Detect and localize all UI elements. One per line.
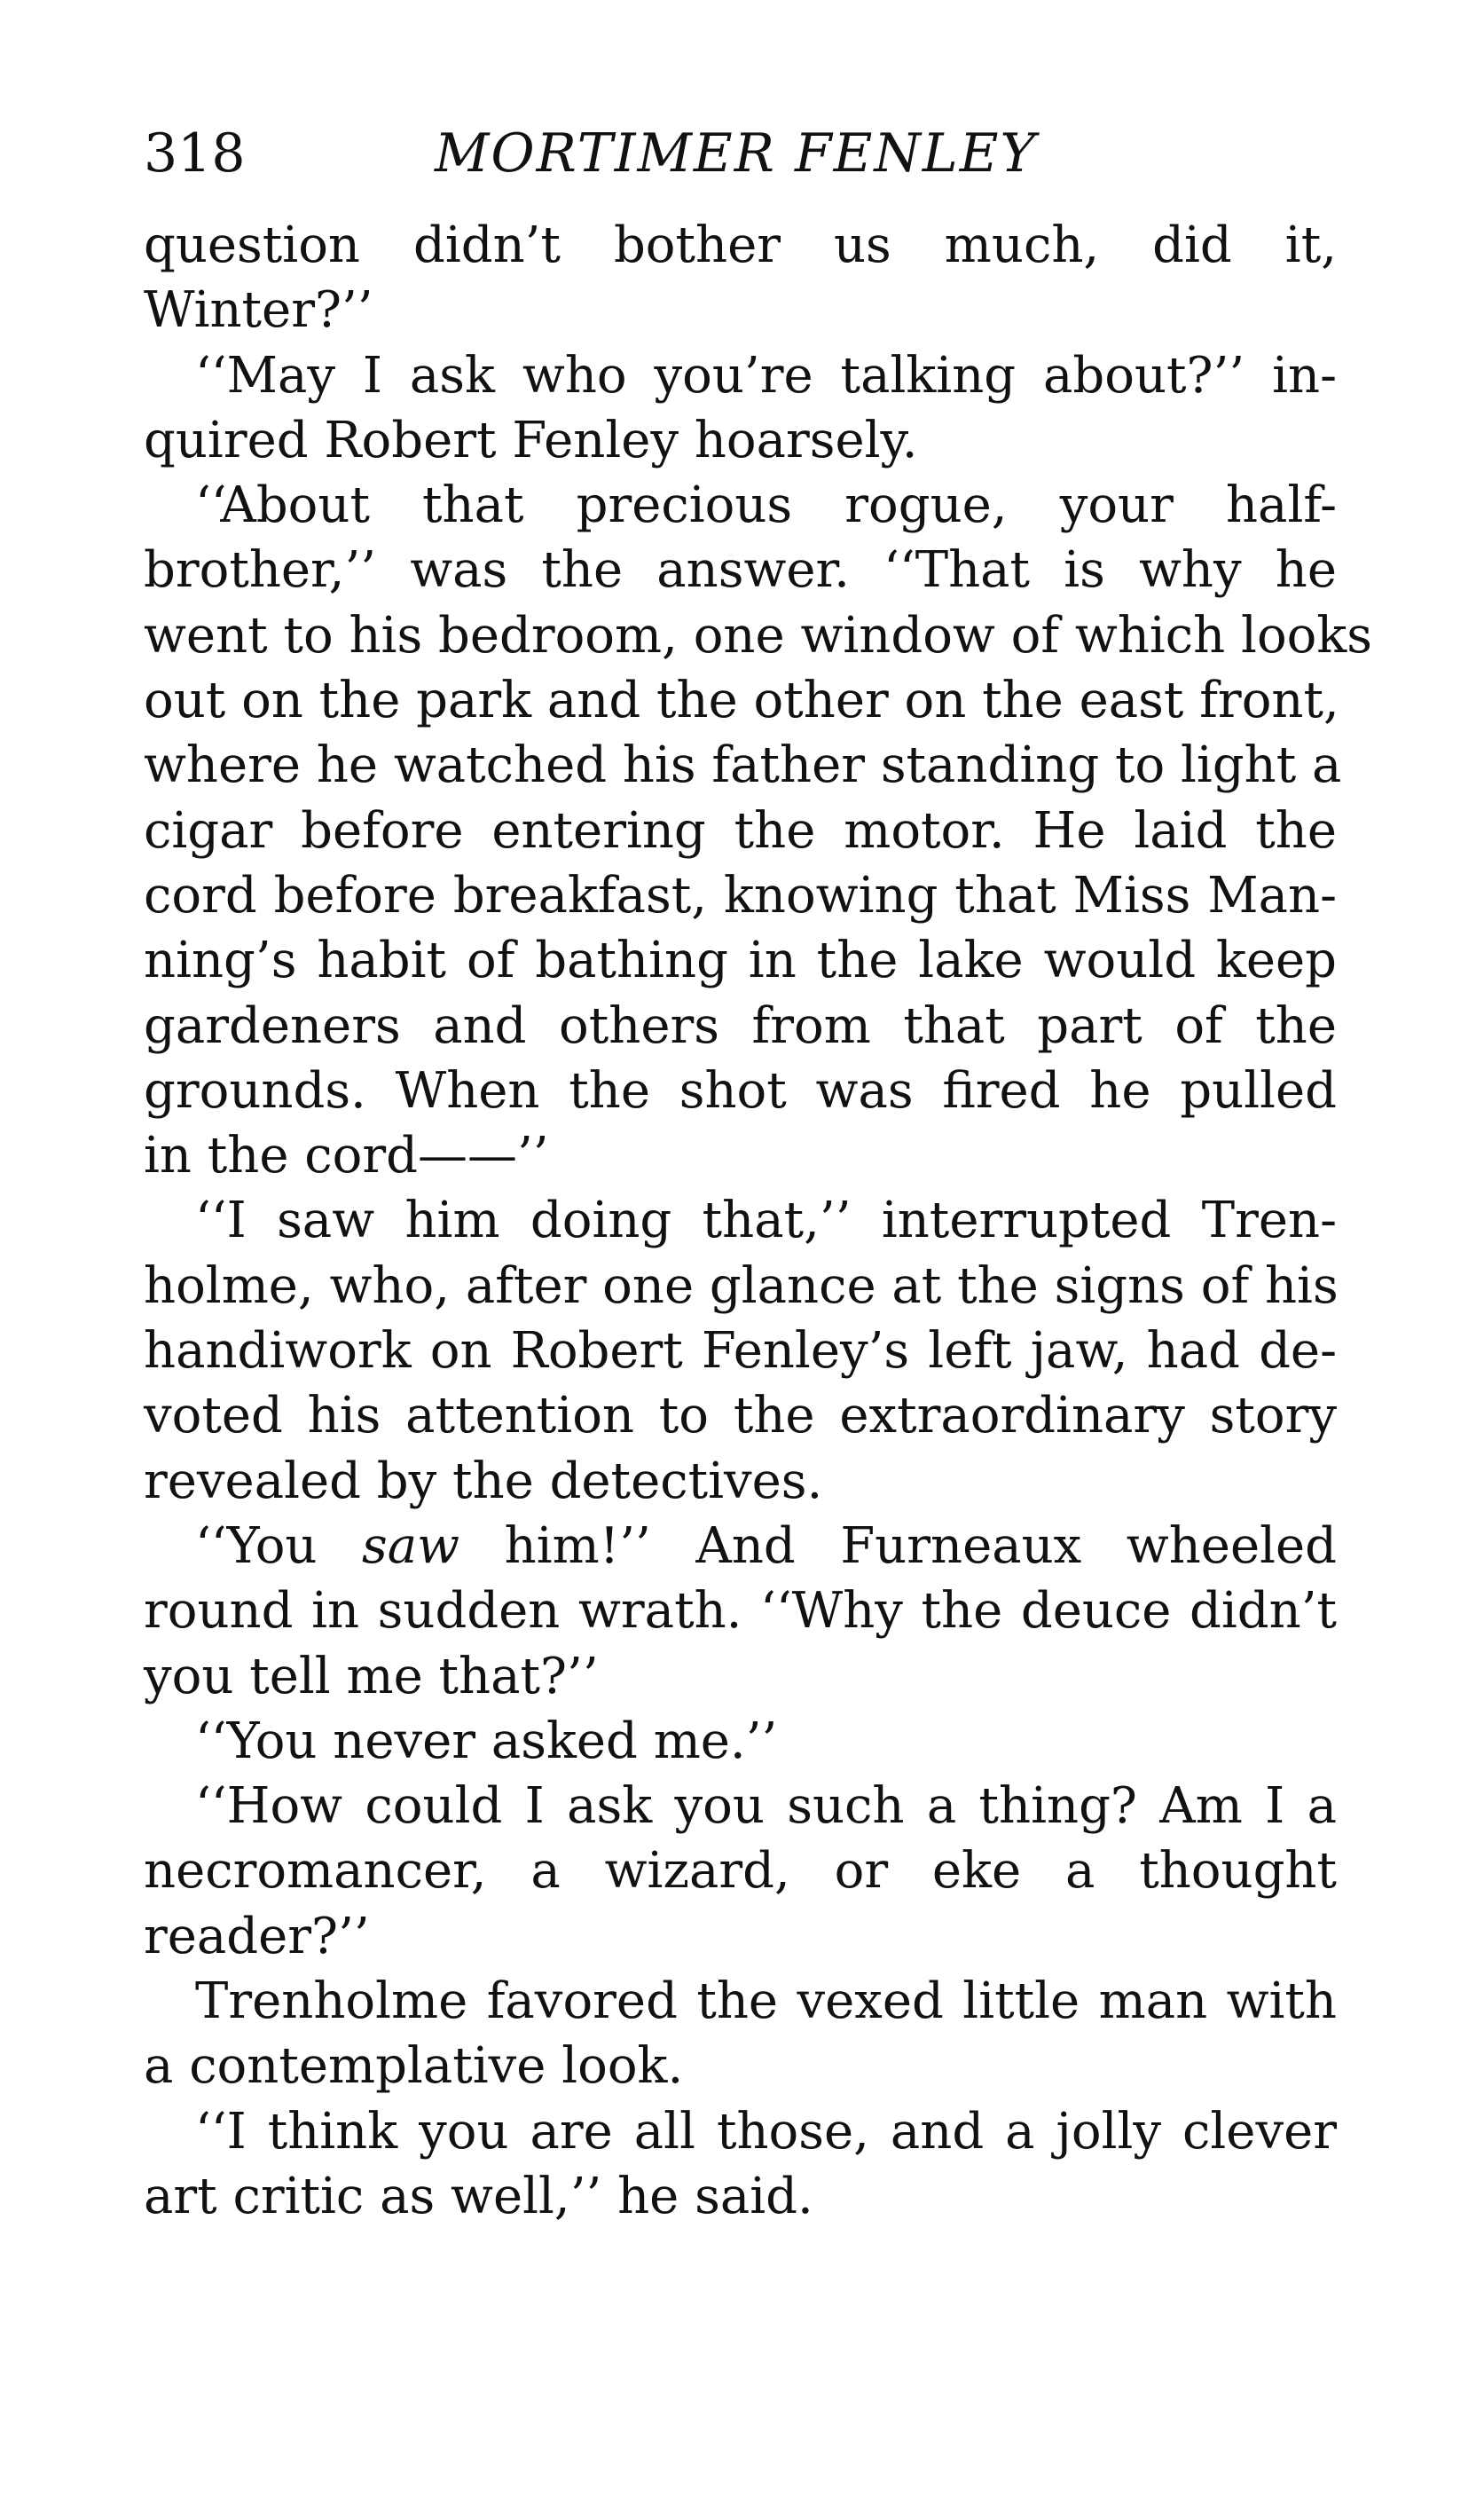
text-line: ‘‘About that precious rogue, your half-: [195, 476, 1337, 535]
text-line: in the cord——’’: [144, 1127, 549, 1185]
text-line: cord before breakfast, knowing that Miss Man-: [144, 866, 1337, 925]
text-line: where he watched his father standing to light a: [144, 736, 1342, 795]
text-line: question didn’t bother us much, did it,: [144, 216, 1337, 274]
text-line: ning’s habit of bathing in the lake would keep: [144, 932, 1337, 990]
running-title: MORTIMER FENLEY: [435, 122, 1038, 185]
text-line: grounds. When the shot was fired he pulled: [144, 1061, 1337, 1120]
text-line: ‘‘I think you are all those, and a jolly clever: [195, 2102, 1337, 2161]
emphasized-word: saw: [362, 1516, 460, 1575]
body-text: [144, 213, 1373, 2229]
text-line: art critic as well,’’ he said.: [144, 2167, 813, 2225]
text-line: holme, who, after one glance at the signs of his: [144, 1256, 1339, 1315]
text-line: ‘‘How could I ask you such a thing? Am I a: [195, 1777, 1337, 1836]
text-line: ‘‘I saw him doing that,’’ interrupted Tren-: [195, 1192, 1337, 1250]
text-line: reader?’’: [144, 1907, 370, 1965]
text-line: necromancer, a wizard, or eke a thought: [144, 1842, 1337, 1901]
page-number: 318: [144, 122, 246, 185]
text-line: gardeners and others from that part of the: [144, 996, 1337, 1055]
text-line: quired Robert Fenley hoarsely.: [144, 411, 918, 469]
text-line: ‘‘You never asked me.’’: [195, 1712, 778, 1770]
text-line: brother,’’ was the answer. ‘‘That is why he: [144, 541, 1337, 600]
text-line: cigar before entering the motor. He laid the: [144, 801, 1337, 860]
text-line: you tell me that?’’: [144, 1647, 599, 1705]
text-line: went to his bedroom, one window of which looks: [144, 606, 1373, 665]
text-line: [144, 1514, 1337, 1578]
text-segment: ‘‘You: [195, 1516, 363, 1575]
text-line: Trenholme favored the vexed little man with: [195, 1972, 1337, 2031]
text-line: ‘‘May I ask who you’re talking about?’’ in-: [195, 346, 1337, 405]
text-line: out on the park and the other on the east front,: [144, 672, 1339, 730]
text-line: round in sudden wrath. ‘‘Why the deuce didn’t: [144, 1582, 1337, 1641]
text-line: Winter?’’: [144, 281, 373, 340]
text-line: a contemplative look.: [144, 2037, 684, 2096]
text-line: revealed by the detectives.: [144, 1452, 823, 1510]
text-segment: him!’’ And Furneaux wheeled: [459, 1516, 1337, 1575]
running-head: [144, 114, 1341, 193]
text-line: voted his attention to the extraordinary story: [144, 1387, 1337, 1445]
text-line: handiwork on Robert Fenley’s left jaw, had de-: [144, 1322, 1337, 1381]
